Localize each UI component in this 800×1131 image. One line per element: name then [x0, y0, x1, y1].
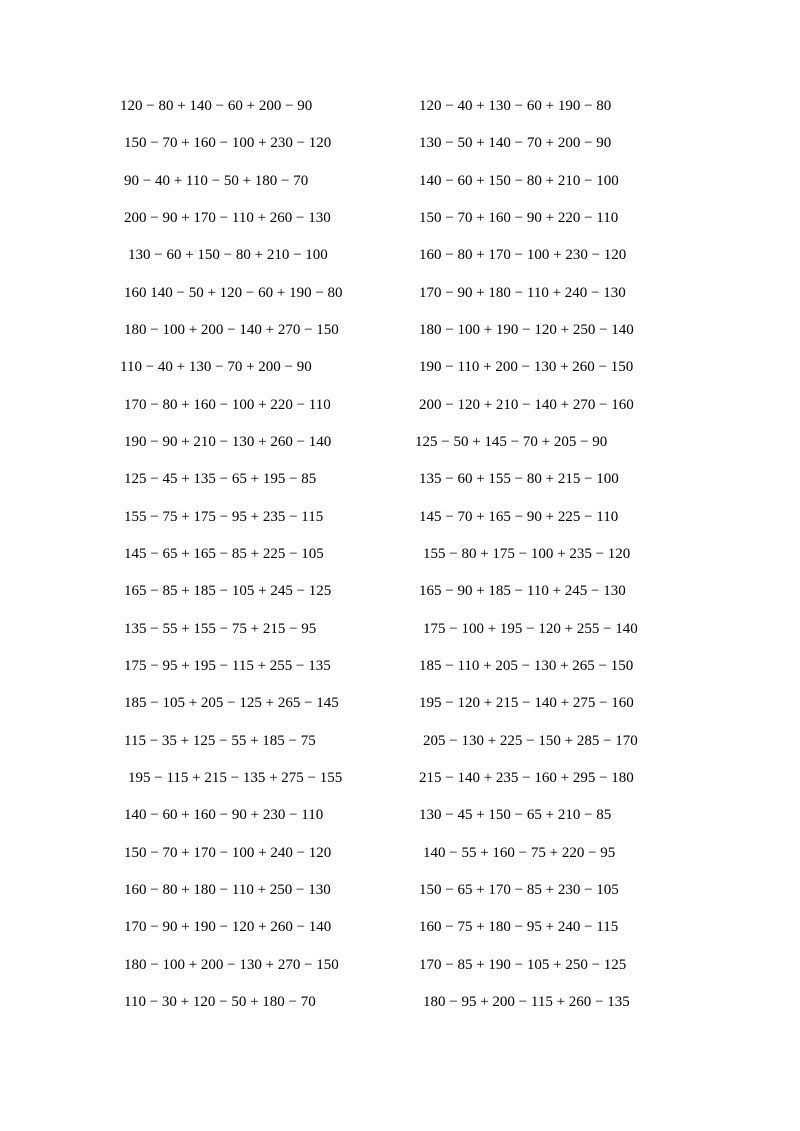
left-problem-column [120, 95, 420, 1028]
right-problem: 170 − 90 + 180 − 110 + 240 − 130 [419, 284, 626, 301]
left-problem: 110 − 30 + 120 − 50 + 180 − 70 [124, 993, 316, 1010]
right-problem: 125 − 50 + 145 − 70 + 205 − 90 [415, 433, 608, 450]
right-problem: 160 − 80 + 170 − 100 + 230 − 120 [419, 247, 627, 264]
left-problem: 125 − 45 + 135 − 65 + 195 − 85 [124, 471, 317, 488]
right-problem-column [415, 95, 715, 1028]
right-problem: 160 − 75 + 180 − 95 + 240 − 115 [419, 919, 619, 936]
right-problem: 120 − 40 + 130 − 60 + 190 − 80 [419, 98, 612, 114]
left-problem: 155 − 75 + 175 − 95 + 235 − 115 [124, 508, 324, 525]
right-problem: 175 − 100 + 195 − 120 + 255 − 140 [423, 620, 638, 637]
right-problem: 190 − 110 + 200 − 130 + 260 − 150 [419, 359, 634, 376]
left-problem: 115 − 35 + 125 − 55 + 185 − 75 [124, 732, 316, 749]
left-problem: 140 − 60 + 160 − 90 + 230 − 110 [124, 807, 324, 824]
left-problem: 160 − 80 + 180 − 110 + 250 − 130 [124, 881, 331, 898]
left-problem: 180 − 100 + 200 − 140 + 270 − 150 [124, 321, 339, 338]
right-problem: 135 − 60 + 155 − 80 + 215 − 100 [419, 471, 619, 488]
right-problem: 165 − 90 + 185 − 110 + 245 − 130 [419, 583, 626, 600]
right-problem: 180 − 95 + 200 − 115 + 260 − 135 [423, 993, 630, 1010]
left-problem: 165 − 85 + 185 − 105 + 245 − 125 [124, 583, 332, 600]
right-problem: 150 − 65 + 170 − 85 + 230 − 105 [419, 881, 619, 898]
right-problem: 200 − 120 + 210 − 140 + 270 − 160 [419, 396, 634, 413]
left-problem: 180 − 100 + 200 − 130 + 270 − 150 [124, 956, 339, 973]
left-problem: 175 − 95 + 195 − 115 + 255 − 135 [124, 657, 331, 674]
left-problem: 120 − 80 + 140 − 60 + 200 − 90 [120, 98, 313, 114]
right-problem: 140 − 55 + 160 − 75 + 220 − 95 [423, 844, 616, 861]
left-problem: 200 − 90 + 170 − 110 + 260 − 130 [124, 209, 331, 226]
left-problem: 145 − 65 + 165 − 85 + 225 − 105 [124, 545, 324, 562]
left-problem: 150 − 70 + 170 − 100 + 240 − 120 [124, 844, 332, 861]
left-problem: 130 − 60 + 150 − 80 + 210 − 100 [128, 247, 328, 264]
left-problem: 90 − 40 + 110 − 50 + 180 − 70 [124, 172, 309, 189]
right-problem: 150 − 70 + 160 − 90 + 220 − 110 [419, 209, 619, 226]
right-problem: 130 − 50 + 140 − 70 + 200 − 90 [419, 135, 612, 152]
left-problem: 110 − 40 + 130 − 70 + 200 − 90 [120, 359, 312, 376]
left-problem: 195 − 115 + 215 − 135 + 275 − 155 [128, 769, 343, 786]
left-problem: 190 − 90 + 210 − 130 + 260 − 140 [124, 433, 332, 450]
right-problem: 140 − 60 + 150 − 80 + 210 − 100 [419, 172, 619, 189]
right-problem: 185 − 110 + 205 − 130 + 265 − 150 [419, 657, 634, 674]
right-problem: 180 − 100 + 190 − 120 + 250 − 140 [419, 321, 634, 338]
right-problem: 130 − 45 + 150 − 65 + 210 − 85 [419, 807, 612, 824]
left-problem: 135 − 55 + 155 − 75 + 215 − 95 [124, 620, 317, 637]
right-problem: 170 − 85 + 190 − 105 + 250 − 125 [419, 956, 627, 973]
right-problem: 195 − 120 + 215 − 140 + 275 − 160 [419, 695, 634, 712]
left-problem: 170 − 80 + 160 − 100 + 220 − 110 [124, 396, 331, 413]
right-problem: 155 − 80 + 175 − 100 + 235 − 120 [423, 545, 631, 562]
left-problem: 170 − 90 + 190 − 120 + 260 − 140 [124, 919, 332, 936]
left-problem: 160 140 − 50 + 120 − 60 + 190 − 80 [124, 284, 343, 301]
right-problem: 215 − 140 + 235 − 160 + 295 − 180 [419, 769, 634, 786]
left-problem: 185 − 105 + 205 − 125 + 265 − 145 [124, 695, 339, 712]
right-problem: 205 − 130 + 225 − 150 + 285 − 170 [423, 732, 638, 749]
left-problem: 150 − 70 + 160 − 100 + 230 − 120 [124, 135, 332, 152]
right-problem: 145 − 70 + 165 − 90 + 225 − 110 [419, 508, 619, 525]
